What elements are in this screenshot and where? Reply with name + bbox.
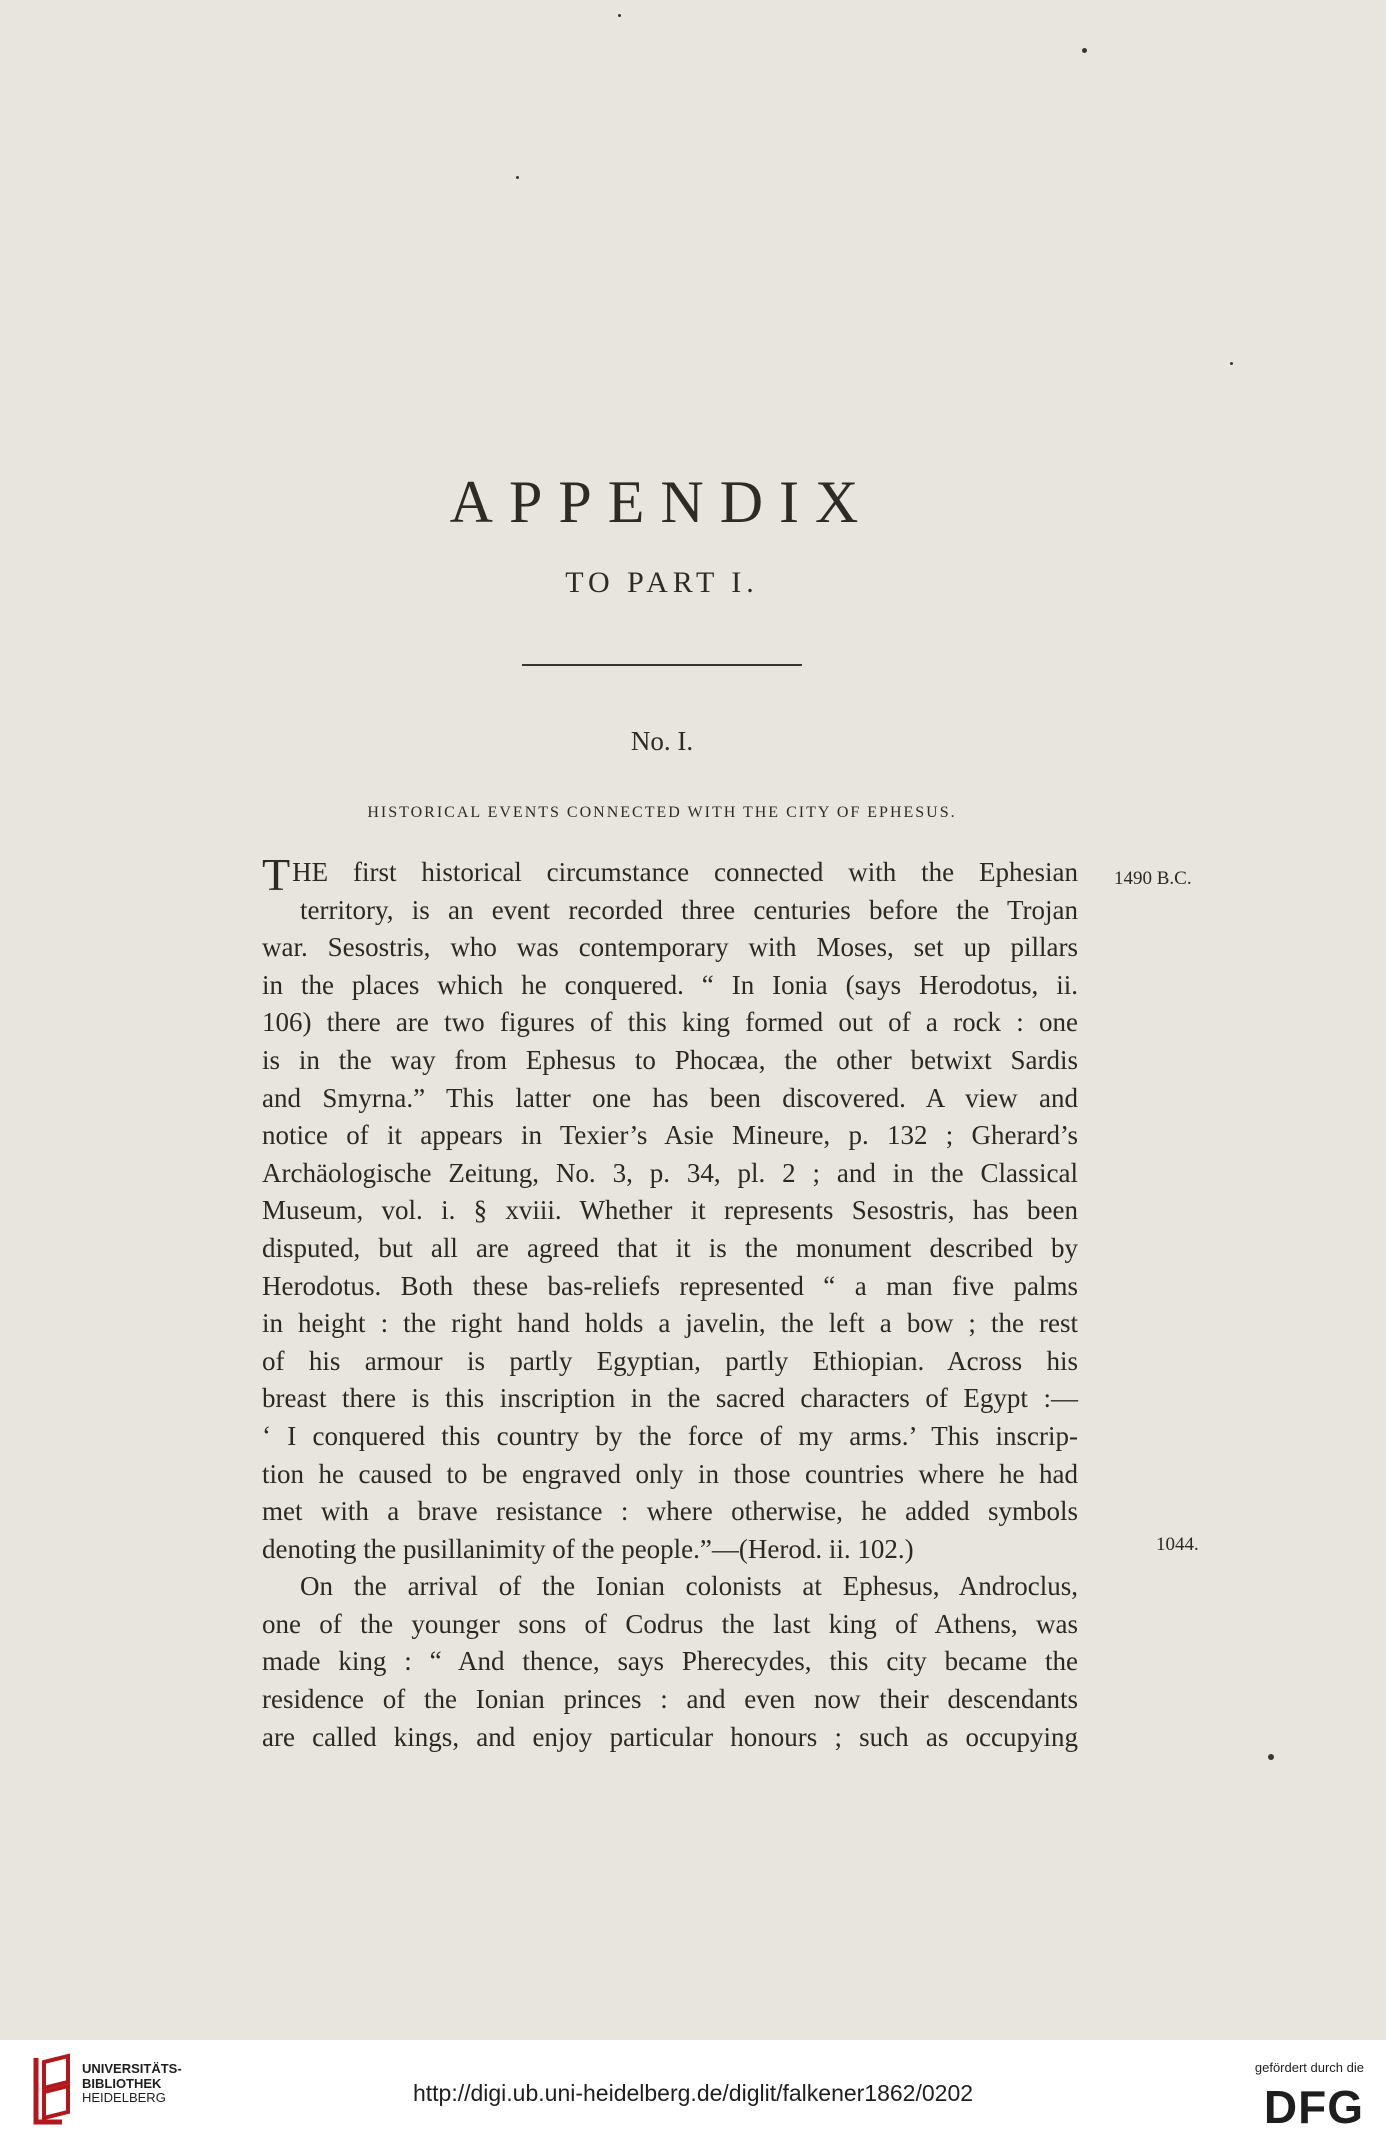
page-subtitle: TO PART I.: [565, 566, 759, 599]
page-speck: [1230, 362, 1233, 365]
funding-label: gefördert durch die: [1254, 2060, 1364, 2075]
section-heading: HISTORICAL EVENTS CONNECTED WITH THE CITY OF EPHESUS.: [367, 804, 957, 821]
text-line: one of the younger sons of Codrus the last king of Athens, was: [262, 1608, 1078, 1639]
text-line: THE first historical circumstance connected with the Ephesian: [262, 849, 1078, 900]
section-number: No. I.: [630, 726, 694, 756]
text-line: war. Sesostris, who was contemporary with Moses, set up pillars: [262, 932, 1078, 963]
text-line: met with a brave resistance : where otherwise, he added symbols: [262, 1496, 1078, 1527]
text-line: ‘ I conquered this country by the force of my arms.’ This inscrip-: [262, 1420, 1078, 1451]
text-line: Archäologische Zeitung, No. 3, p. 34, pl. 2 ; and in the Classical: [262, 1157, 1078, 1188]
margin-note-date-1: 1490 B.C.: [1114, 868, 1192, 889]
permalink-url[interactable]: http://digi.ub.uni-heidelberg.de/diglit/falkener1862/0202: [412, 2080, 974, 2106]
text-line: On the arrival of the Ionian colonists at Ephesus, Androclus,: [300, 1571, 1078, 1602]
text-line: made king : “ And thence, says Pherecydes, this city became the: [262, 1646, 1078, 1677]
text-line: and Smyrna.” This latter one has been discovered. A view and: [262, 1082, 1078, 1113]
title-divider: [522, 664, 802, 666]
text-line: breast there is this inscription in the sacred characters of Egypt :—: [262, 1383, 1078, 1414]
text-line: in height : the right hand holds a javelin, the left a bow ; the rest: [262, 1308, 1078, 1339]
text-line: denoting the pusillanimity of the people.”—(Herod. ii. 102.): [262, 1533, 914, 1564]
text-line: Herodotus. Both these bas-reliefs represented “ a man five palms: [262, 1270, 1078, 1301]
text-line: Museum, vol. i. § xviii. Whether it represents Sesostris, has been: [262, 1195, 1078, 1226]
text-line: are called kings, and enjoy particular honours ; such as occupying: [262, 1721, 1078, 1752]
text-line: territory, is an event recorded three centuries before the Trojan: [300, 894, 1078, 925]
margin-note-date-2: 1044.: [1156, 1534, 1199, 1555]
body-text: [262, 849, 1078, 1756]
drop-cap: T: [262, 849, 291, 900]
page-speck: [1082, 48, 1087, 53]
library-name: UNIVERSITÄTS- BIBLIOTHEK HEIDELBERG: [82, 2061, 182, 2105]
page-title: APPENDIX: [449, 469, 875, 535]
text-line: is in the way from Ephesus to Phocæa, the other betwixt Sardis: [262, 1044, 1078, 1075]
text-line: notice of it appears in Texier’s Asie Mineure, p. 132 ; Gherard’s: [262, 1120, 1078, 1151]
text-line: tion he caused to be engraved only in those countries where he had: [262, 1458, 1078, 1489]
page-speck: [618, 14, 621, 17]
text-line: residence of the Ionian princes : and even now their descendants: [262, 1684, 1078, 1715]
page-speck: [516, 176, 519, 179]
text-line: of his armour is partly Egyptian, partly Ethiopian. Across his: [262, 1345, 1078, 1376]
text-line: in the places which he conquered. “ In Ionia (says Herodotus, ii.: [262, 969, 1078, 1000]
page-speck: [1268, 1754, 1274, 1760]
text-line: disputed, but all are agreed that it is the monument described by: [262, 1232, 1078, 1263]
dfg-logo: DFG: [1263, 2081, 1364, 2133]
text-line: 106) there are two figures of this king formed out of a rock : one: [262, 1007, 1078, 1038]
